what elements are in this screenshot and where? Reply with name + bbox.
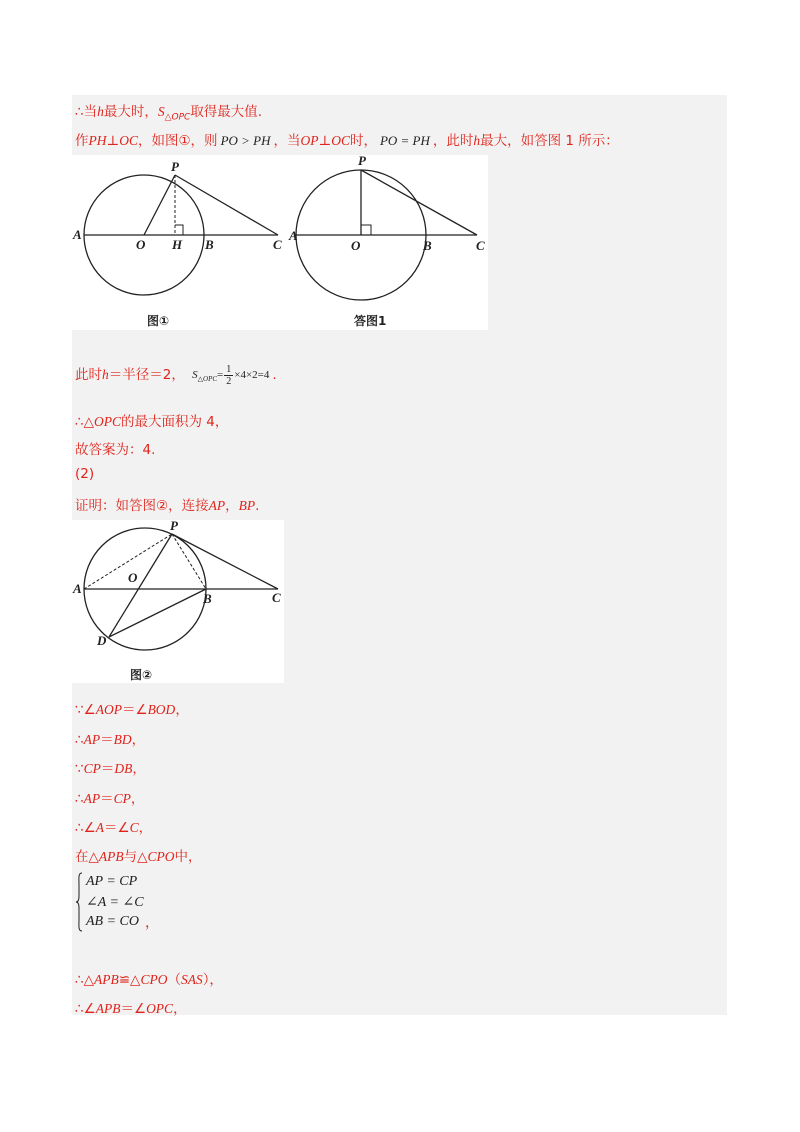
line-area-calc: [75, 363, 277, 387]
label-p: P: [170, 520, 178, 533]
var: APB: [95, 1001, 121, 1016]
inequality: PO > PH: [220, 133, 271, 148]
caption-fig-1: 图①: [147, 314, 170, 328]
segment-op: [144, 175, 175, 235]
segment-pc: [172, 534, 278, 589]
text: （: [167, 972, 181, 988]
segment-pc: [361, 170, 477, 235]
area-formula: [192, 364, 269, 387]
text: ，: [132, 761, 146, 777]
text: (2): [75, 466, 95, 482]
line-ap-bd: [75, 728, 145, 748]
text: 此时: [75, 367, 102, 383]
text: ∴△: [75, 972, 94, 988]
right-angle-mark: [361, 225, 371, 235]
var: BOD: [147, 702, 176, 717]
text: ∴∠: [75, 820, 96, 836]
text: ，: [225, 498, 239, 514]
label-h: H: [172, 237, 183, 252]
text: 与△: [123, 849, 148, 865]
line-angle-apb: [75, 997, 187, 1017]
line-answer: [75, 438, 155, 458]
figure-1: [72, 159, 282, 328]
var: CPO: [140, 972, 168, 987]
text: ＝半径＝2，: [108, 367, 185, 383]
label-c: C: [272, 590, 281, 605]
var: C: [129, 820, 139, 835]
text: .: [272, 367, 277, 383]
text: ，: [138, 820, 153, 836]
text: ∵: [75, 761, 84, 777]
line-triangles: [75, 845, 202, 865]
text: .: [255, 498, 260, 514]
caption-fig-2: 答图1: [354, 314, 387, 328]
text: ≌△: [118, 972, 141, 988]
line-max-h: [75, 100, 262, 123]
text: ＝: [100, 732, 114, 748]
text: 证明：如答图②，连接: [75, 498, 209, 514]
var: S: [157, 104, 165, 119]
label-a: A: [73, 227, 82, 242]
right-angle-mark: [175, 225, 183, 235]
text: ，: [175, 702, 189, 718]
text: 的最大面积为 4，: [120, 414, 229, 430]
label-o: O: [351, 238, 361, 253]
var: BD: [113, 732, 132, 747]
text: ∴∠: [75, 1001, 96, 1017]
equation-end-comma: ，: [145, 916, 159, 931]
label-d: D: [97, 633, 107, 648]
var: APB: [98, 849, 124, 864]
var: AP: [83, 732, 101, 747]
text: 最大时，: [103, 104, 158, 120]
subscript: △OPC: [164, 112, 191, 123]
label-o: O: [136, 237, 146, 252]
var: AP: [208, 498, 226, 513]
var: CP: [83, 761, 101, 776]
label-b: B: [203, 591, 212, 606]
line-part-2: [75, 466, 94, 482]
text: ），: [202, 972, 223, 988]
text: ，如图①，则: [137, 133, 218, 149]
equation-row-3: AB = CO: [86, 914, 139, 929]
figure-2: [288, 155, 485, 328]
line-proof-start: [75, 494, 259, 514]
line-cp-db: [75, 757, 146, 777]
text: ＝∠: [103, 820, 130, 836]
line-angle-a-c: [75, 816, 152, 836]
label-a: A: [289, 228, 298, 243]
label-o: O: [128, 570, 138, 585]
var: A: [95, 820, 104, 835]
var: OPC: [93, 414, 121, 429]
var: CPO: [147, 849, 175, 864]
line-congruent: [75, 968, 223, 988]
line-max-area: [75, 410, 228, 430]
label-c: C: [273, 237, 282, 252]
var: S: [192, 368, 198, 381]
var: OPC: [146, 1001, 174, 1016]
subscript: △OPC: [197, 374, 218, 383]
label-p: P: [358, 155, 366, 168]
figure-panel-1: [72, 155, 488, 330]
var: SAS: [180, 972, 203, 987]
label-a: A: [73, 581, 82, 596]
numerator: 1: [226, 363, 232, 375]
brace: [75, 872, 83, 932]
caption-fig-3: 图②: [130, 668, 153, 682]
label-p: P: [171, 159, 179, 174]
var: h: [473, 133, 481, 148]
text: 取得最大值.: [190, 104, 263, 120]
text: ∴△: [75, 414, 94, 430]
denominator: 2: [226, 375, 232, 387]
equals: =: [217, 368, 224, 381]
line-perpendicular: [75, 129, 619, 149]
text: ∵∠: [75, 702, 96, 718]
var: OP⊥OC: [300, 133, 350, 148]
figure-3-svg: [72, 520, 284, 683]
text: 中，: [174, 849, 202, 865]
label-b: B: [205, 237, 214, 252]
var: BP: [238, 498, 256, 513]
equation-system: [75, 872, 175, 936]
text: ，当: [273, 133, 301, 149]
var: h: [97, 104, 104, 119]
text: ，: [130, 791, 145, 807]
text: ∴: [75, 791, 84, 807]
var: AOP: [95, 702, 122, 717]
var: APB: [93, 972, 119, 987]
segment-pc: [175, 175, 278, 235]
equation: PO = PH: [379, 133, 430, 148]
var: CP: [113, 791, 131, 806]
product: ×4×2=4: [234, 368, 270, 381]
text: ＝∠: [120, 1001, 147, 1017]
text: 时，: [349, 133, 377, 149]
text: ，: [173, 1001, 187, 1017]
figure-1-svg: [72, 155, 488, 330]
text: ，此时: [432, 133, 474, 149]
text: ∴: [75, 732, 84, 748]
text: ，: [131, 732, 146, 748]
var: h: [102, 367, 109, 382]
equation-row-1: AP = CP: [86, 874, 138, 889]
var: AP: [83, 791, 101, 806]
line-ap-cp: [75, 787, 144, 807]
equation-row-2: ∠A = ∠C: [86, 895, 144, 910]
text: 作: [75, 133, 89, 149]
label-c: C: [476, 238, 485, 253]
text: 在△: [75, 849, 99, 865]
var: PH⊥OC: [88, 133, 138, 148]
var: DB: [114, 761, 133, 776]
text: ∴当: [75, 104, 98, 120]
text: ＝: [100, 761, 115, 777]
fraction: [224, 364, 233, 387]
text: ＝∠: [121, 702, 148, 718]
line-angle-aop: [75, 698, 189, 718]
text: 故答案为：4.: [75, 442, 156, 458]
label-b: B: [423, 238, 432, 253]
text: 最大，如答图 1 所示：: [480, 133, 619, 149]
figure-panel-2: [72, 520, 284, 683]
text: ＝: [100, 791, 114, 807]
